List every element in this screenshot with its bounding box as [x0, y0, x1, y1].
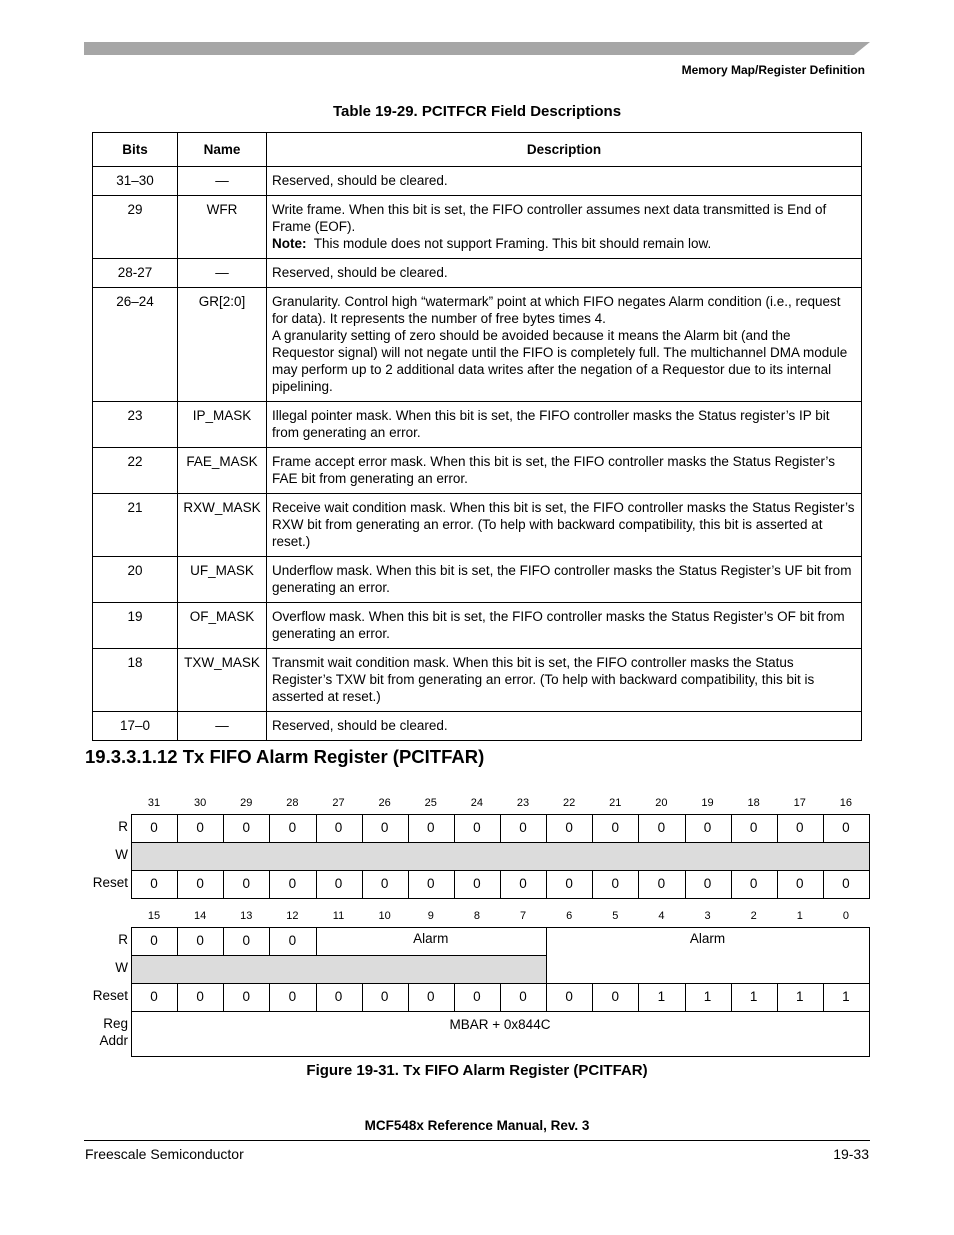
row-label-reset: Reset: [92, 988, 128, 1003]
field-name: TXW_MASK: [178, 649, 267, 712]
read-value: 0: [288, 933, 297, 948]
field-description: [267, 557, 862, 603]
read-value: 0: [242, 820, 251, 835]
reset-value: 0: [242, 876, 251, 891]
column-header-bits: Bits: [93, 133, 178, 167]
reset-value: 0: [196, 876, 204, 891]
bit-number: 31: [147, 797, 161, 809]
bit-number: 12: [286, 910, 299, 922]
reset-value: 0: [519, 989, 527, 1004]
running-header: Memory Map/Register Definition: [681, 63, 865, 77]
table-row: [93, 557, 862, 603]
row-label-addr: Addr: [99, 1033, 128, 1048]
bit-number: 1: [796, 910, 803, 922]
field-name: FAE_MASK: [178, 448, 267, 494]
column-header-description: Description: [267, 133, 862, 167]
description-paragraph: Underflow mask. When this bit is set, the FIFO controller masks the Status Register’s UF bit from generating an error.: [272, 563, 852, 595]
bit-number: 18: [747, 797, 760, 809]
bit-number: 6: [566, 910, 573, 922]
bit-number: 29: [240, 797, 253, 809]
table-row: [93, 448, 862, 494]
bit-number: 25: [424, 797, 437, 809]
column-header-name: Name: [178, 133, 267, 167]
read-value: 0: [242, 933, 251, 948]
bit-number: 8: [473, 910, 480, 922]
bit-number: 26: [378, 797, 391, 809]
field-name: —: [178, 167, 267, 196]
field-description: [267, 167, 862, 196]
bit-number: 28: [286, 797, 299, 809]
read-value: 0: [150, 820, 158, 835]
reset-value: 0: [334, 876, 343, 891]
reset-value: 0: [796, 876, 804, 891]
note-text: This module does not support Framing. This bit should remain low.: [313, 236, 712, 251]
reset-value: 0: [380, 876, 389, 891]
field-bits: 17–0: [93, 712, 178, 741]
reset-value: 0: [288, 876, 297, 891]
table-header-row: [93, 133, 862, 167]
field-note: [272, 235, 856, 252]
field-description: [267, 494, 862, 557]
reset-value: 0: [565, 876, 573, 891]
section-heading: 19.3.3.1.12 Tx FIFO Alarm Register (PCITFAR): [85, 746, 485, 767]
description-paragraph: A granularity setting of zero should be avoided because it means the Alarm bit (and the Requestor signal) will not negate until the FIFO is completely full. The multichannel DMA module may perform up to 2 additional data writes after the negation of a Requestor due to its internal pipelining.: [272, 328, 848, 394]
reset-value: 0: [749, 876, 758, 891]
table-row: [93, 259, 862, 288]
manual-title: MCF548x Reference Manual, Rev. 3: [364, 1118, 590, 1133]
field-bits: 18: [93, 649, 178, 712]
field-description: [267, 649, 862, 712]
field-bits: 31–30: [93, 167, 178, 196]
field-bits: 29: [93, 196, 178, 259]
reset-value: 0: [611, 989, 620, 1004]
description-paragraph: Reserved, should be cleared.: [272, 718, 448, 733]
read-value: 0: [196, 933, 204, 948]
row-label-r: R: [118, 819, 128, 834]
bit-number: 19: [701, 797, 714, 809]
read-value: 0: [150, 933, 158, 948]
read-value: 0: [334, 820, 343, 835]
table-row: [93, 494, 862, 557]
row-label-reg: Reg: [103, 1016, 128, 1031]
read-value: 0: [703, 820, 712, 835]
note-label: Note:: [272, 236, 307, 251]
bit-number: 20: [655, 797, 668, 809]
field-name: OF_MASK: [178, 603, 267, 649]
field-name: —: [178, 712, 267, 741]
field-description: [267, 259, 862, 288]
reset-value: 0: [657, 876, 666, 891]
bit-number: 27: [332, 797, 345, 809]
bit-number: 5: [612, 910, 619, 922]
read-value: 0: [749, 820, 758, 835]
field-description: [267, 288, 862, 402]
read-value: 0: [519, 820, 527, 835]
bit-number: 16: [839, 797, 852, 809]
row-label-r: R: [118, 932, 128, 947]
reset-value: 0: [242, 989, 251, 1004]
bit-number: 17: [793, 797, 806, 809]
bit-number: 11: [332, 910, 345, 922]
reset-value: 0: [380, 989, 389, 1004]
bit-number: 9: [427, 910, 434, 922]
alarm-rw-field: Alarm: [689, 931, 726, 946]
bit-number: 21: [609, 797, 622, 809]
read-value: 0: [796, 820, 804, 835]
bit-number: 22: [563, 797, 576, 809]
field-name: RXW_MASK: [178, 494, 267, 557]
read-value: 0: [842, 820, 850, 835]
bit-number: 3: [704, 910, 711, 922]
table-row: [93, 288, 862, 402]
bit-number: 10: [378, 910, 391, 922]
field-bits: 26–24: [93, 288, 178, 402]
read-value: 0: [427, 820, 435, 835]
table-row: [93, 603, 862, 649]
reset-value: 0: [334, 989, 343, 1004]
row-label-w: W: [115, 847, 128, 862]
alarm-read-field: Alarm: [413, 931, 449, 946]
reset-value: 0: [565, 989, 573, 1004]
company-name: Freescale Semiconductor: [85, 1146, 244, 1162]
field-description: [267, 603, 862, 649]
table-row: [93, 167, 862, 196]
header-bar: [84, 42, 870, 55]
field-bits: 23: [93, 402, 178, 448]
description-paragraph: Receive wait condition mask. When this bit is set, the FIFO controller masks the Status Register’s RXW bit from generating an error. (To help with backward compatibility, this bit is asserted at reset.): [272, 500, 855, 549]
description-paragraph: Transmit wait condition mask. When this bit is set, the FIFO controller masks the Status Register’s TXW bit from generating an error. (To help with backward compatibility, this bit is asserted at reset.): [272, 655, 815, 704]
bit-number: 24: [470, 797, 483, 809]
field-name: —: [178, 259, 267, 288]
row-label-reset: Reset: [92, 875, 128, 890]
reset-value: 1: [842, 989, 850, 1004]
reset-value: 0: [196, 989, 204, 1004]
field-name: IP_MASK: [178, 402, 267, 448]
reset-value: 0: [288, 989, 297, 1004]
field-name: WFR: [178, 196, 267, 259]
field-name: UF_MASK: [178, 557, 267, 603]
field-description: [267, 402, 862, 448]
table-row: [93, 712, 862, 741]
table-row: [93, 196, 862, 259]
field-bits: 19: [93, 603, 178, 649]
reset-value: 1: [749, 989, 758, 1004]
field-bits: 21: [93, 494, 178, 557]
reset-value: 0: [473, 876, 481, 891]
bit-number: 23: [516, 797, 530, 809]
row-divider: [131, 955, 546, 956]
bit-number: 4: [658, 910, 665, 922]
read-value: 0: [473, 820, 481, 835]
read-value: 0: [380, 820, 389, 835]
reset-value: 1: [657, 989, 666, 1004]
description-paragraph: Reserved, should be cleared.: [272, 173, 448, 188]
reset-value: 1: [796, 989, 804, 1004]
field-bits: 20: [93, 557, 178, 603]
field-description: [267, 448, 862, 494]
read-value: 0: [288, 820, 297, 835]
read-value: 0: [611, 820, 620, 835]
reset-value: 0: [427, 989, 435, 1004]
reset-value: 0: [842, 876, 850, 891]
row-label-w: W: [115, 960, 128, 975]
bit-number: 2: [750, 910, 757, 922]
field-description-table: [92, 132, 862, 741]
field-description: [267, 712, 862, 741]
reset-value: 0: [150, 876, 158, 891]
description-paragraph: Frame accept error mask. When this bit is set, the FIFO controller masks the Status Register’s FAE bit from generating an error.: [272, 454, 835, 486]
reset-value: 0: [427, 876, 435, 891]
bit-number: 14: [194, 910, 207, 922]
read-value: 0: [196, 820, 204, 835]
bit-number: 15: [147, 910, 161, 922]
field-description: [267, 196, 862, 259]
register-address: MBAR + 0x844C: [449, 1017, 551, 1032]
reset-value: 1: [703, 989, 712, 1004]
reset-value: 0: [150, 989, 158, 1004]
reset-value: 0: [703, 876, 712, 891]
reset-value: 0: [473, 989, 481, 1004]
table-caption: Table 19-29. PCITFCR Field Descriptions: [332, 103, 622, 120]
bit-number: 0: [842, 910, 849, 922]
description-paragraph: Overflow mask. When this bit is set, the FIFO controller masks the Status Register’s OF bit from generating an error.: [272, 609, 845, 641]
field-name: GR[2:0]: [178, 288, 267, 402]
field-bits: 28-27: [93, 259, 178, 288]
bit-number: 30: [194, 797, 207, 809]
read-value: 0: [565, 820, 573, 835]
figure-caption: Figure 19-31. Tx FIFO Alarm Register (PCITFAR): [306, 1062, 648, 1079]
reset-value: 0: [519, 876, 527, 891]
table-row: [93, 402, 862, 448]
bit-number: 13: [240, 910, 253, 922]
description-paragraph: Reserved, should be cleared.: [272, 265, 448, 280]
field-bits: 22: [93, 448, 178, 494]
row-divider: [131, 842, 869, 843]
footer-rule: [84, 1140, 870, 1141]
page-number: 19-33: [833, 1146, 869, 1162]
table-row: [93, 649, 862, 712]
description-paragraph: Write frame. When this bit is set, the FIFO controller assumes next data transmitted is End of Frame (EOF).: [272, 202, 827, 234]
bit-number: 7: [519, 910, 527, 922]
description-paragraph: Illegal pointer mask. When this bit is set, the FIFO controller masks the Status register’s IP bit from generating an error.: [272, 408, 830, 440]
reset-value: 0: [611, 876, 620, 891]
description-paragraph: Granularity. Control high “watermark” point at which FIFO negates Alarm condition (i.e., request for data). It represents the number of free bytes times 4.: [272, 294, 841, 326]
read-value: 0: [657, 820, 666, 835]
